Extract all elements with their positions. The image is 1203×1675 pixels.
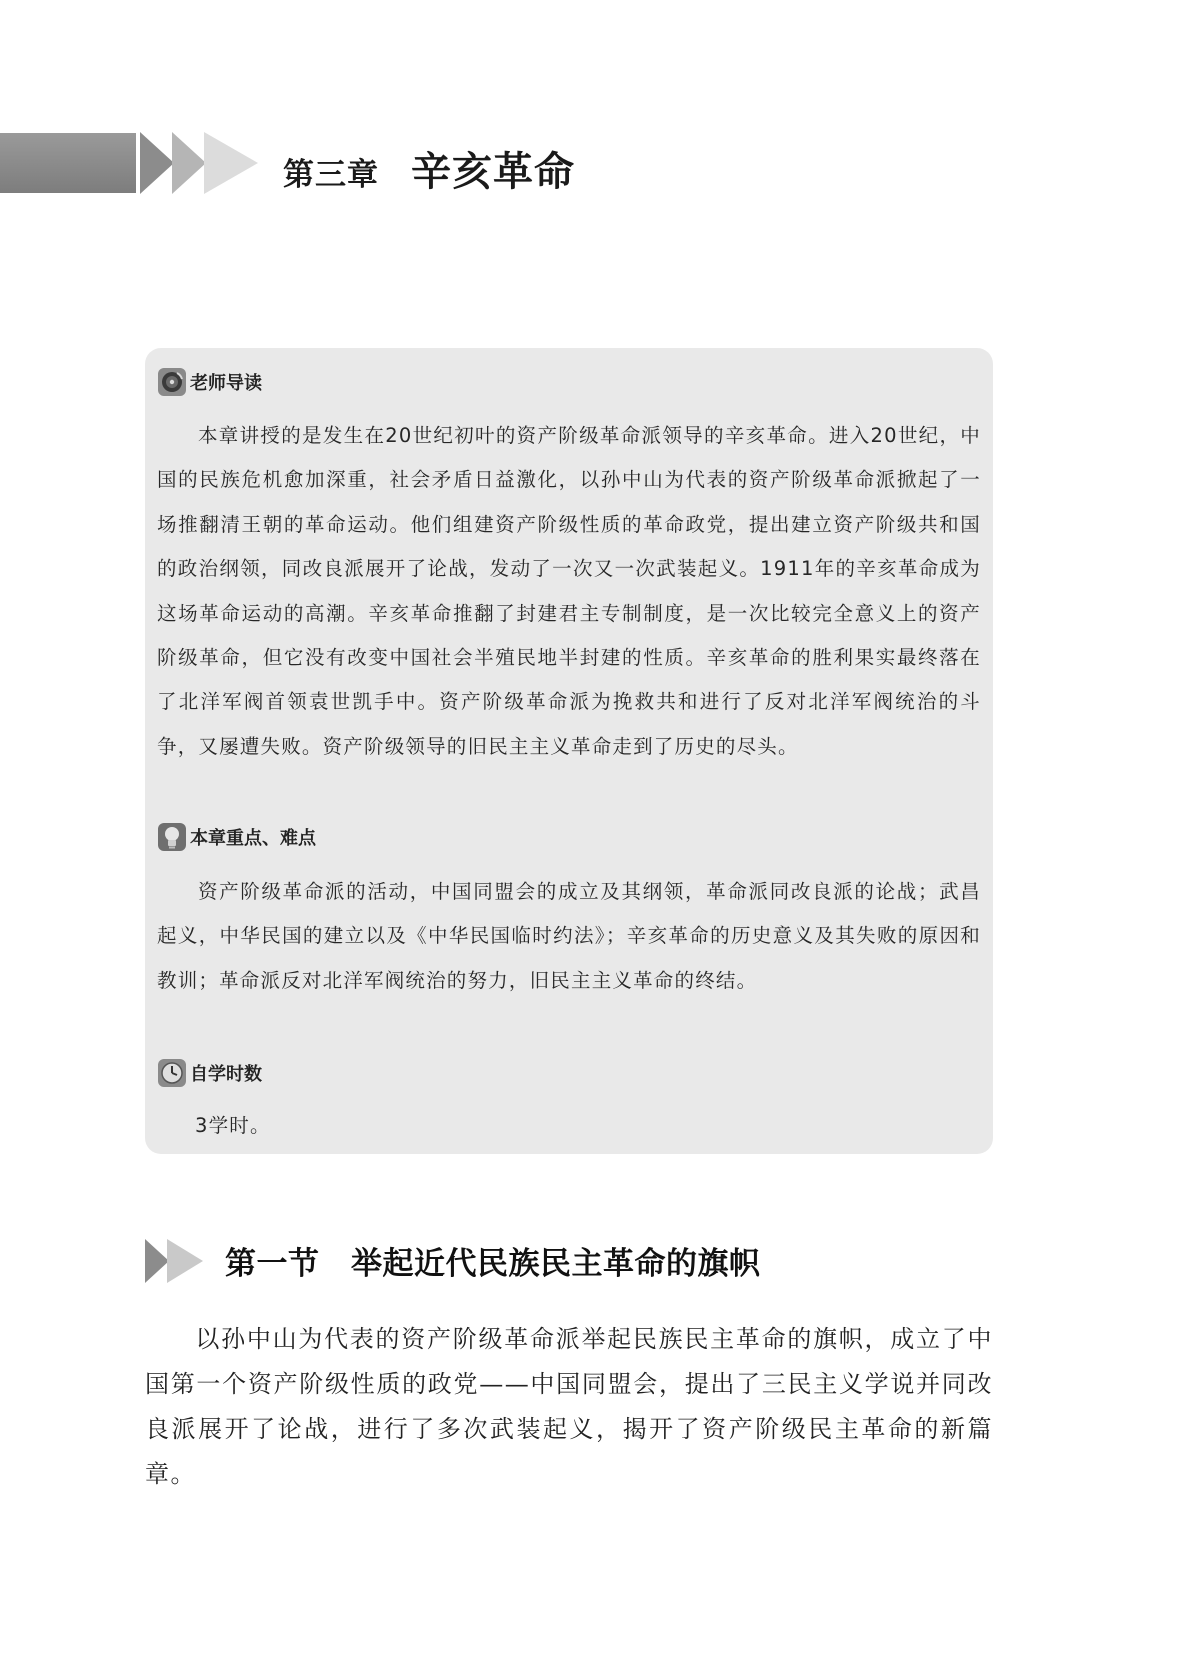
disc-icon	[157, 367, 187, 397]
teacher-intro-text: 本章讲授的是发生在20世纪初叶的资产阶级革命派领导的辛亥革命。进入20世纪，中国的民族危机愈加深重，社会矛盾日益激化，以孙中山为代表的资产阶级革命派掀起了一场推翻清王朝的革命运动。他们组建资产阶级性质的革命政党，提出建立资产阶级共和国的政治纲领，同改良派展开了论战，发动了一次又一次武装起义。1911年的辛亥革命成为这场革命运动的高潮。辛亥革命推翻了封建君主专制制度，是一次比较完全意义上的资产阶级革命，但它没有改变中国社会半殖民地半封建的性质。辛亥革命的胜利果实最终落在了北洋军阀首领袁世凯手中。资产阶级革命派为挽救共和进行了反对北洋军阀统治的斗争，又屡遭失败。资产阶级领导的旧民主主义革命走到了历史的尽头。	[157, 424, 981, 758]
lightbulb-icon	[157, 822, 187, 852]
chapter-header-bar	[0, 133, 136, 193]
self-study-label: 自学时数	[190, 1064, 262, 1085]
section-title: 第一节 举起近代民族民主革命的旗帜	[225, 1246, 761, 1282]
self-study-text: 3学时。	[195, 1114, 271, 1137]
key-points-label: 本章重点、难点	[190, 828, 316, 849]
key-points-heading	[157, 822, 316, 852]
chapter-title	[283, 140, 575, 197]
chapter-guide-box	[145, 348, 993, 1154]
chapter-number: 第三章	[283, 157, 379, 193]
section-body-text: 以孙中山为代表的资产阶级革命派举起民族民主革命的旗帜，成立了中国第一个资产阶级性质的政党——中国同盟会，提出了三民主义学说并同改良派展开了论战，进行了多次武装起义，揭开了资产阶级民主革命的新篇章。	[145, 1325, 993, 1488]
self-study-heading	[157, 1058, 262, 1088]
section-heading	[145, 1238, 761, 1283]
key-points-text: 资产阶级革命派的活动，中国同盟会的成立及其纲领，革命派同改良派的论战；武昌起义，中华民国的建立以及《中华民国临时约法》；辛亥革命的历史意义及其失败的原因和教训；革命派反对北洋军阀统治的努力，旧民主主义革命的终结。	[157, 880, 981, 992]
teacher-intro-label: 老师导读	[190, 373, 262, 394]
teacher-intro-heading	[157, 367, 262, 397]
chapter-arrows-icon	[140, 132, 270, 194]
clock-icon	[157, 1058, 187, 1088]
section-arrows-icon	[145, 1239, 205, 1283]
chapter-name: 辛亥革命	[411, 148, 575, 195]
